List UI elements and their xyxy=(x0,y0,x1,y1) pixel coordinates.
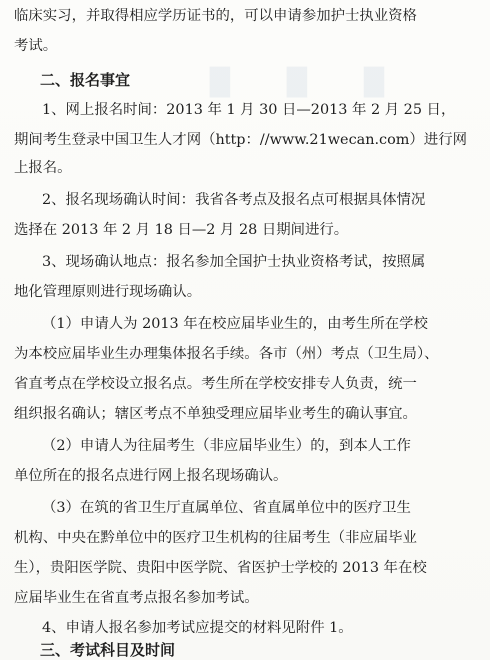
paragraph-text: 为本校应届毕业生办理集体报名手续。各市（州）考点（卫生局）、 xyxy=(14,346,439,362)
paragraph-line xyxy=(0,128,490,152)
paragraph-text: 单位所在的报名点进行网上报名现场确认。 xyxy=(14,468,288,484)
section-heading xyxy=(0,638,490,660)
paragraph-text: 3、现场确认地点：报名参加全国护士执业资格考试，按照属 xyxy=(42,254,426,270)
paragraph-text: 4、申请人报名参加考试应提交的材料见附件 1。 xyxy=(42,620,353,636)
paragraph-line xyxy=(0,556,490,580)
paragraph-text: 上报名。 xyxy=(14,160,72,176)
paragraph-text: 1、网上报名时间：2013 年 1 月 30 日—2013 年 2 月 25 日， xyxy=(42,102,456,118)
paragraph-line xyxy=(0,586,490,610)
section-heading-text: 三、考试科目及时间 xyxy=(40,641,176,659)
paragraph-line xyxy=(0,496,490,520)
paragraph-line xyxy=(0,218,490,242)
paragraph-line xyxy=(0,280,490,304)
paragraph-text: （1）申请人为 2013 年在校应届毕业生的，由考生所在学校 xyxy=(42,316,428,332)
paragraph-text: 考试。 xyxy=(14,38,58,54)
paragraph-line xyxy=(0,464,490,488)
paragraph-text: 2、报名现场确认时间：我省各考点及报名点可根据具体情况 xyxy=(42,192,426,208)
paragraph-text: 机构、中央在黔单位中的医疗卫生机构的往届考生（非应届毕业 xyxy=(14,530,417,546)
paragraph-text: （3）在筑的省卫生厅直属单位、省直属单位中的医疗卫生 xyxy=(42,500,411,516)
paragraph-text: 地化管理原则进行现场确认。 xyxy=(14,284,202,300)
paragraph-line xyxy=(0,312,490,336)
paragraph-text: 省直考点在学校设立报名点。考生所在学校安排专人负责，统一 xyxy=(14,376,417,392)
paragraph-line xyxy=(0,342,490,366)
paragraph-text: 临床实习，并取得相应学历证书的，可以申请参加护士执业资格 xyxy=(14,8,417,24)
paragraph-line xyxy=(0,372,490,396)
paragraph-line xyxy=(0,4,490,28)
paragraph-line xyxy=(0,34,490,58)
paragraph-line xyxy=(0,526,490,550)
paragraph-text: （2）申请人为往届考生（非应届毕业生）的，到本人工作 xyxy=(42,438,411,454)
paragraph-text: 组织报名确认；辖区考点不单独受理应届毕业考生的确认事宜。 xyxy=(14,406,417,422)
paragraph-line xyxy=(0,616,490,640)
paragraph-line xyxy=(0,250,490,274)
background-watermark: █ █ █ xyxy=(210,68,409,98)
paragraph-text: 应届毕业生在省直考点报名参加考试。 xyxy=(14,590,259,606)
paragraph-text: 选择在 2013 年 2 月 18 日—2 月 28 日期间进行。 xyxy=(14,222,349,238)
paragraph-line xyxy=(0,156,490,180)
paragraph-line xyxy=(0,98,490,122)
paragraph-line xyxy=(0,188,490,212)
paragraph-text: 生），贵阳医学院、贵阳中医学院、省医护士学校的 2013 年在校 xyxy=(14,560,427,576)
paragraph-line xyxy=(0,402,490,426)
paragraph-line xyxy=(0,434,490,458)
paragraph-text: 期间考生登录中国卫生人才网（http：//www.21wecan.com）进行网 xyxy=(14,132,467,148)
section-heading-text: 二、报名事宜 xyxy=(40,71,131,89)
section-heading xyxy=(0,68,490,92)
